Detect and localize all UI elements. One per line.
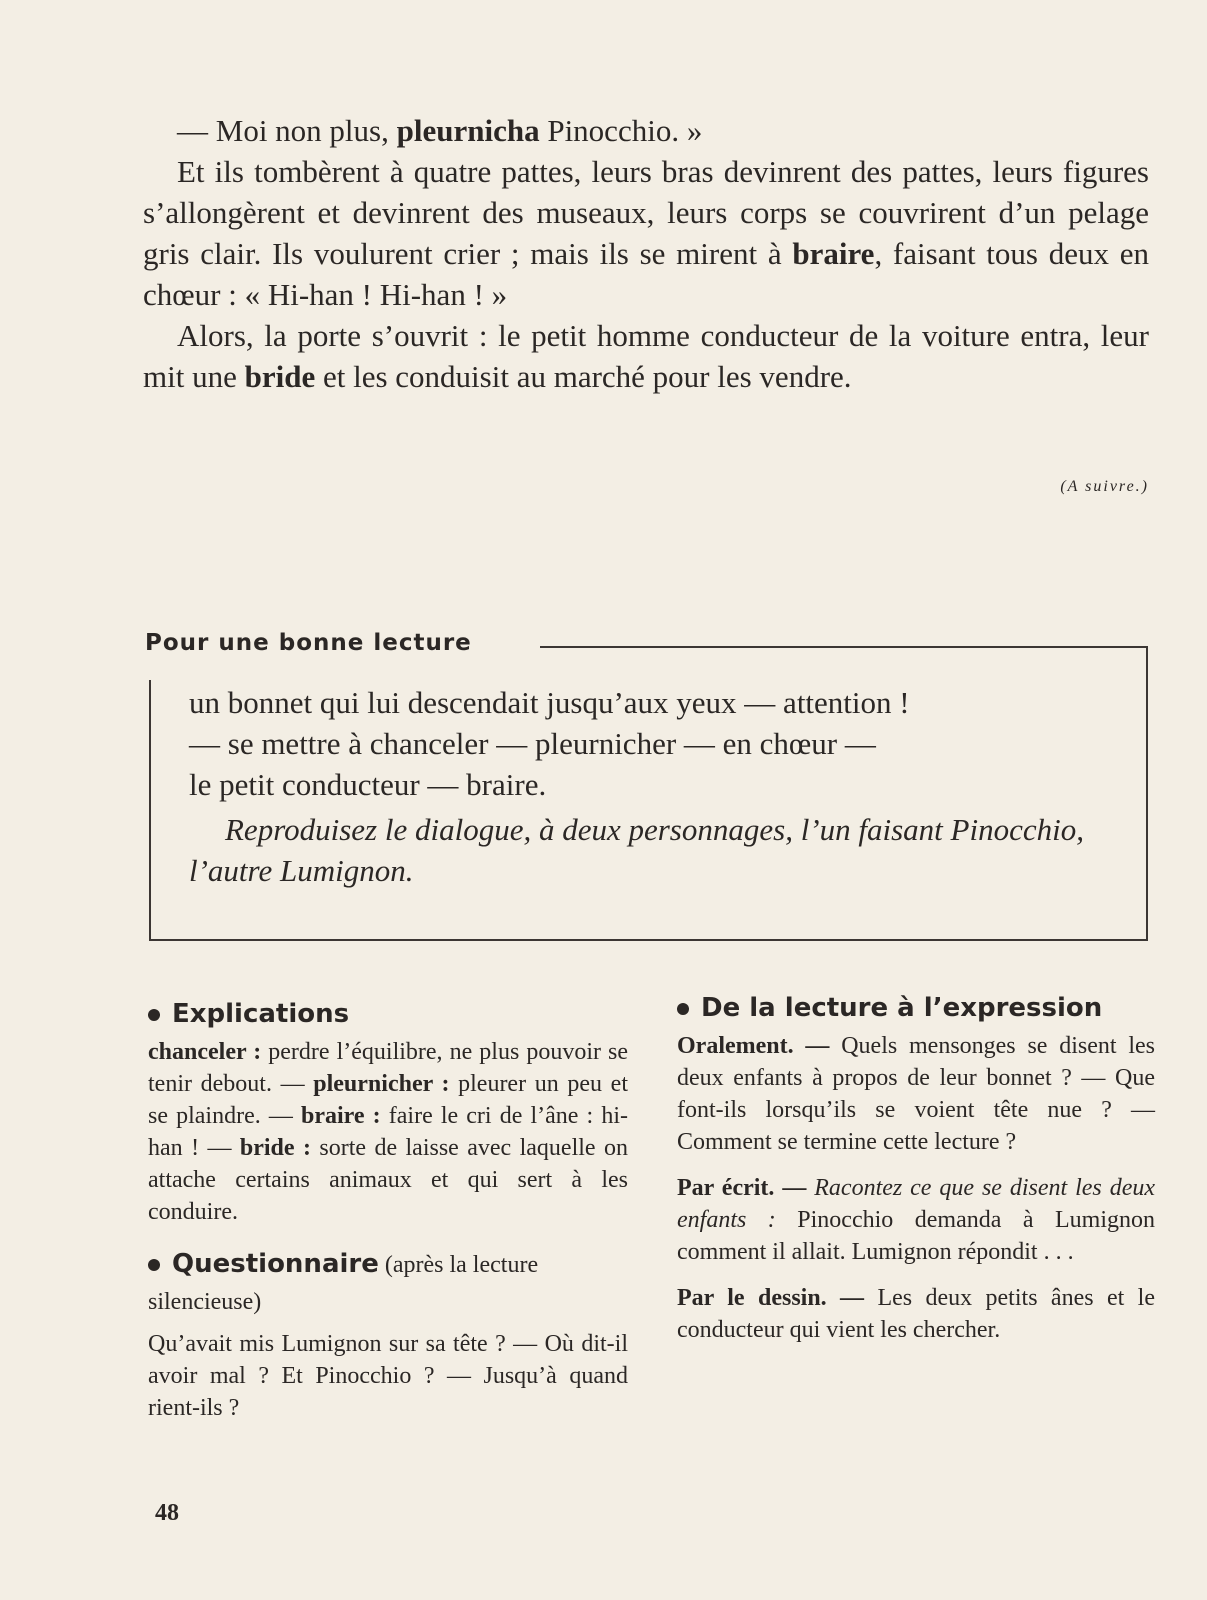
box-border-right	[1146, 646, 1148, 941]
oral-exercise	[677, 1030, 1155, 1158]
story-paragraph	[143, 315, 1149, 397]
bullet-icon	[148, 1009, 160, 1021]
definition: pleurer un peu et se plaindre. —	[148, 1071, 628, 1129]
story-text-span: , faisant tous deux en chœur : « Hi-han ! Hi-han ! »	[143, 236, 1149, 312]
exercise-text: Les deux petits ânes et le conducteur qui vient les chercher.	[677, 1285, 1155, 1343]
story-bold-word: pleurnicha	[396, 113, 540, 148]
heading-text: De la lecture à l’expression	[701, 993, 1103, 1023]
heading-text: Questionnaire	[172, 1249, 379, 1279]
story-text-span: — Moi non plus,	[177, 113, 397, 148]
term: bride :	[239, 1135, 311, 1161]
exercise-text: Quels mensonges se disent les deux enfants à propos de leur bonnet ? — Que font-ils lorsqu’ils se voient tête nue ? — Comment se termine cette lecture ?	[677, 1033, 1156, 1155]
term: braire :	[300, 1103, 381, 1129]
story-text-span: et les conduisit au marché pour les vendre.	[315, 359, 852, 394]
story-text-span: Alors, la porte s’ouvrit : le petit homme conducteur de la voiture entra, leur mit une	[143, 318, 1149, 394]
box-instruction: Reproduisez le dialogue, à deux personnages, l’un faisant Pinocchio, l’autre Lumignon.	[189, 812, 1084, 888]
story-text-span: Et ils tombèrent à quatre pattes, leurs bras devinrent des pattes, leurs figures s’allongèrent et devinrent des museaux, leurs corps se couvrirent d’un pelage gris clair. Ils voulurent crier ; mais ils se mirent à	[143, 154, 1149, 271]
drawing-exercise	[677, 1282, 1155, 1346]
expression-heading	[677, 990, 1155, 1026]
story-bold-word: bride	[244, 359, 316, 394]
definition: perdre l’équilibre, ne plus pouvoir se tenir debout. —	[148, 1039, 629, 1097]
exercise-text: Pinocchio demanda à Lumignon comment il allait. Lumignon répondit . . .	[677, 1207, 1155, 1265]
questionnaire-text: Qu’avait mis Lumignon sur sa tête ? — Où dit-il avoir mal ? Et Pinocchio ? — Jusqu’à quand rient-ils ?	[148, 1331, 628, 1421]
box-border-top	[540, 646, 1148, 648]
definition: sorte de laisse avec laquelle on attache certains animaux et qui sert à les conduire.	[148, 1135, 628, 1225]
term: chanceler :	[148, 1039, 262, 1065]
heading-note: (après la lecture silencieuse)	[148, 1252, 539, 1315]
term: pleurnicher :	[313, 1071, 450, 1097]
story-paragraph	[143, 110, 1149, 151]
story-bold-word: braire	[792, 236, 875, 271]
story-text	[143, 110, 1149, 397]
vocab-line: un bonnet qui lui descendait jusqu’aux yeux — attention !	[189, 685, 910, 720]
page-number: 48	[155, 1500, 179, 1526]
box-title: Pour une bonne lecture	[145, 630, 482, 656]
bullet-icon	[148, 1259, 160, 1271]
written-exercise	[677, 1172, 1155, 1268]
reading-box	[189, 682, 1109, 891]
definition: faire le cri de l’âne : hi-han ! —	[148, 1103, 629, 1161]
right-column	[677, 990, 1155, 1346]
heading-text: Explications	[172, 999, 350, 1029]
exercise-italic: Racontez ce que se disent les deux enfants :	[677, 1175, 1155, 1233]
bullet-icon	[677, 1003, 689, 1015]
exercise-label: Par écrit. —	[677, 1175, 807, 1201]
vocab-line: — se mettre à chanceler — pleurnicher — en chœur —	[189, 726, 876, 761]
questionnaire-heading	[148, 1246, 628, 1320]
box-border-left	[149, 680, 151, 941]
left-column	[148, 996, 628, 1424]
exercise-label: Par le dessin. —	[677, 1285, 865, 1311]
to-be-continued: (A suivre.)	[1060, 478, 1149, 495]
explications-heading	[148, 996, 628, 1032]
explications-text	[148, 1036, 628, 1228]
story-paragraph	[143, 151, 1149, 315]
box-border-bottom	[149, 939, 1148, 941]
vocab-line: le petit conducteur — braire.	[189, 767, 547, 802]
exercise-label: Oralement. —	[677, 1033, 830, 1059]
story-text-span: Pinocchio. »	[539, 113, 703, 148]
